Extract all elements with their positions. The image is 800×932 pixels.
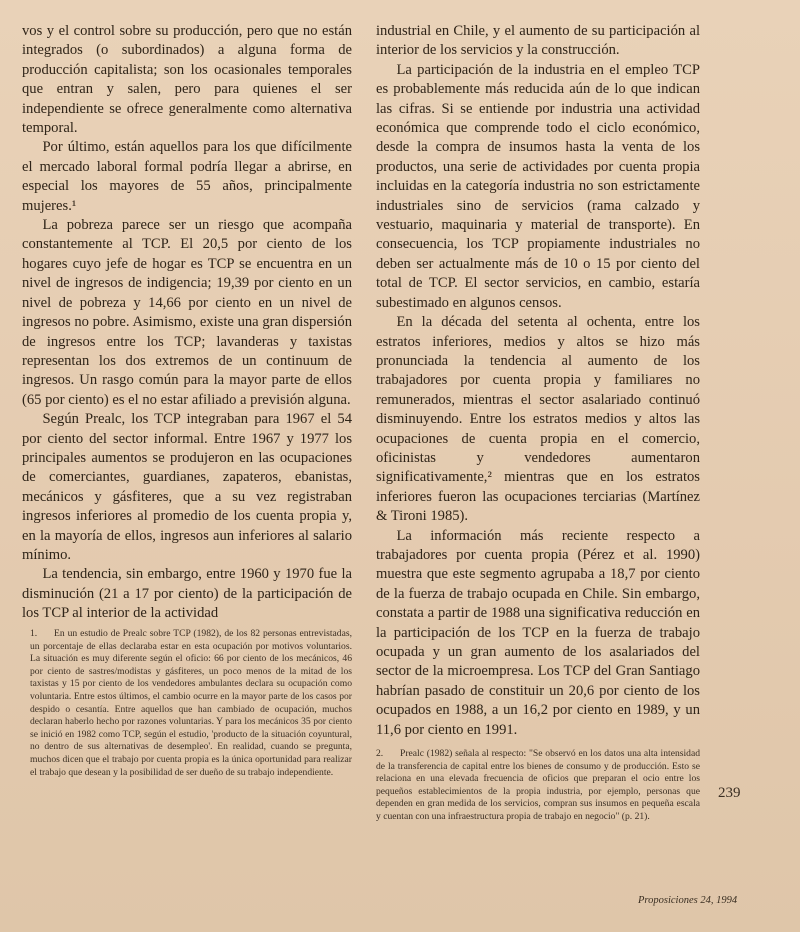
footnote-text: Prealc (1982) señala al respecto: "Se observó en los datos una alta intensidad de la transferencia de capital entre los bienes de consumo y de producción. Esto se relaciona en una elevada frecuencia de oficios que preparan el ocio entre los pequeños establecimientos de la propia industria, por ejemplo, personas que dependen en gran medida de los servicios, compran sus insumos en pequeña escala y cuentan con una infraestructura propia de trabajo en negocio" (p. 21). (376, 748, 700, 822)
page-number: 239 (718, 785, 741, 801)
body-paragraph: La participación de la industria en el empleo TCP es probablemente más reducida aún de lo que indican las cifras. Si se entiende por industria una actividad económica que comprende todo el ciclo económico, desde la compra de insumos hasta la venta de los productos, una serie de actividades por cuenta propia incluidas en la categoría industria no son estrictamente industriales sino de servicios (rama calzado y vestuario, maquinaria y material de transporte). En consecuencia, los TCP propiamente industriales no deben ser actualmente más de 10 o 15 por ciento del total de TCP. El sector servicios, en cambio, estaría subestimado en algunos censos. (376, 61, 700, 311)
right-column (376, 22, 700, 740)
body-paragraph: La información más reciente respecto a trabajadores por cuenta propia (Pérez et al. 1990) muestra que este segmento agrupaba a 18,7 por ciento de la fuerza de trabajo ocupada en Chile. Sin embargo, constata a partir de 1988 una significativa reducción en la participación de los TCP en la fuerza de trabajo ocupada y un gran aumento de los asalariados del sector de la microempresa. Los TCP del Gran Santiago habrían pasado de constituir un 20,6 por ciento de los ocupados en 1988, a un 16,2 por ciento en 1989, y un 11,6 por ciento en 1991. (376, 527, 700, 738)
footnote-number: 2. (376, 748, 384, 759)
body-paragraph: vos y el control sobre su producción, pero que no están integrados (o subordinados) a alguna forma de producción capitalista; son los ocasionales temporales que entran y salen, pero para quienes el ser independiente se ofrece generalmente como alternativa temporal. (22, 23, 352, 137)
footnote-text: En un estudio de Prealc sobre TCP (1982), de los 82 personas entrevistadas, un porcentaje de ellas declaraba estar en esta ocupación por motivos voluntarios. La situación es muy diferente según el oficio: 66 por ciento de los mecánicos, 46 por ciento de sastres/modistas y gásfiteres, un poco menos de la mitad de los taxistas y 15 por ciento de los vendedores ambulantes declara su ocupación como voluntaria. Entre estos últimos, el cambio ocurre en la mayor parte de los casos por despido o cesantía. Entre aquellos que han cambiado de ocupación, muchos declaran haberlo hecho por razones voluntarias. Y para los mecánicos 35 por ciento se inició en 1982 como TCP, según el estudio, 'producto de la situación coyuntural, no dentro de sus alternativas de desempleo'. En realidad, cuando se pregunta, muchos dicen que el trabajo por cuenta propia es la única oportunidad para realizar el trabajo que desean y la posibilidad de ser dueño de su trabajo independiente. (30, 628, 352, 778)
body-paragraph: La tendencia, sin embargo, entre 1960 y 1970 fue la disminución (21 a 17 por ciento) de la participación de los TCP al interior de la actividad (22, 566, 352, 622)
footnote-number: 1. (30, 628, 38, 639)
body-paragraph: En la década del setenta al ochenta, entre los estratos inferiores, medios y altos se hizo más pronunciada la tendencia al aumento de los trabajadores por cuenta propia y familiares no remunerados, mientras el sector asalariado continuó disminuyendo. Entre los estratos medios y altos las ocupaciones de cuenta propia en el comercio, oficinistas y vendedores aumentaron significativamente,² mientras que en los estratos inferiores fueron las ocupaciones terciarias (Martínez & Tironi 1985). (376, 314, 700, 525)
body-paragraph: La pobreza parece ser un riesgo que acompaña constantemente al TCP. El 20,5 por ciento de los hogares cuyo jefe de hogar es TCP se encuentra en un nivel de ingresos de indigencia; 19,39 por ciento en un nivel de pobreza y 14,66 por ciento en un nivel de ingresos no pobre. Asimismo, existe una gran dispersión de ingresos entre los TCP; lavanderas y taxistas representan los dos extremos de un continuum de ingresos. Un rasgo común para la mayor parte de ellos (65 por ciento) es el no estar afiliado a previsión alguna. (22, 217, 352, 408)
left-column (22, 22, 352, 624)
running-footer: Proposiciones 24, 1994 (638, 895, 738, 906)
body-paragraph: Por último, están aquellos para los que difícilmente el mercado laboral formal podría llegar a abrirse, en especial los mayores de 55 años, principalmente mujeres.¹ (22, 139, 352, 214)
footnote-1 (30, 628, 352, 779)
body-paragraph: industrial en Chile, y el aumento de su participación al interior de los servicios y la construcción. (376, 23, 700, 59)
body-paragraph: Según Prealc, los TCP integraban para 1967 el 54 por ciento del sector informal. Entre 1967 y 1977 los principales aumentos se produjeron en las ocupaciones de comerciantes, guardianes, zapateros, ebanistas, mecánicos y gásfiteres, que a su vez registraban ingresos inferiores al promedio de los cuenta propia y, en la mayoría de ellos, ingresos aun inferiores al salario mínimo. (22, 411, 352, 563)
footnote-2 (376, 748, 700, 824)
